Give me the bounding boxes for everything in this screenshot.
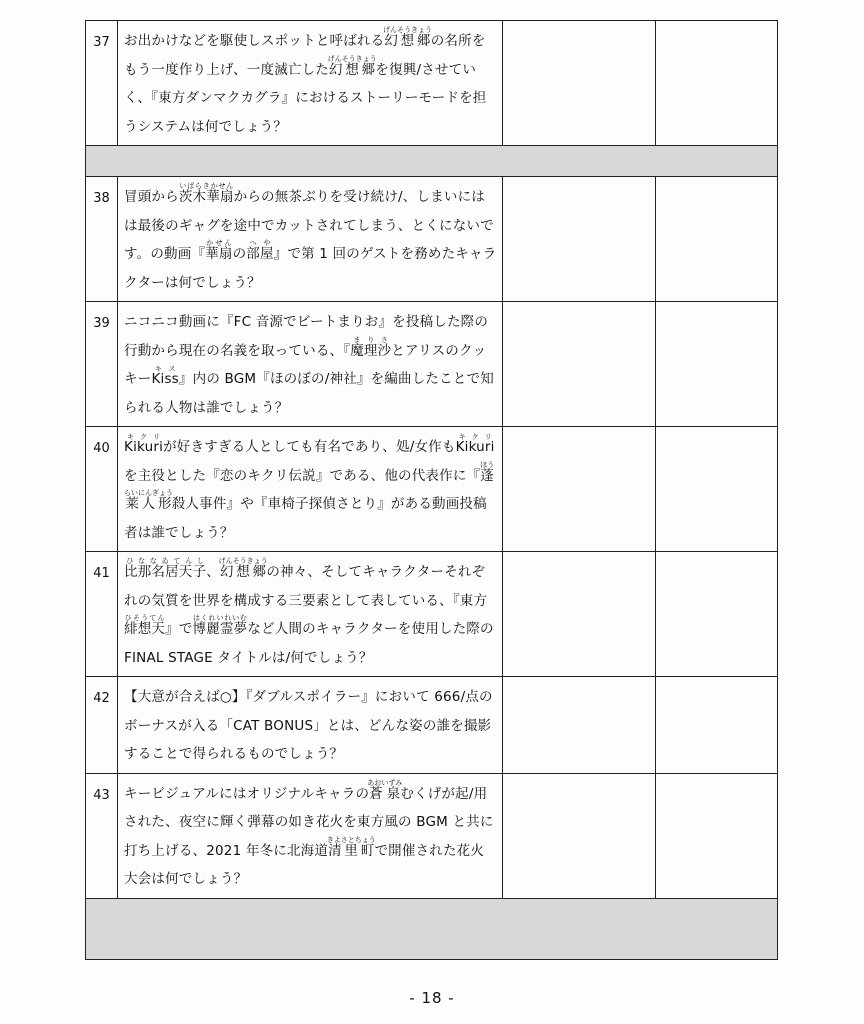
answer-cell[interactable] — [502, 177, 655, 302]
question-row — [86, 677, 778, 774]
check-cell[interactable] — [655, 552, 777, 677]
question-text: お出かけなどを駆使しスポットと呼ばれる幻想郷げんそうきょうの名所をもう一度作り上げ、一度滅亡した幻想郷げんそうきょうを復興/させていく、『東方ダンマクカグラ』におけるストーリーモードを担うシステムは何でしょう？ — [118, 21, 503, 146]
question-text: キービジュアルにはオリジナルキャラの蒼泉あおいずみむくげが起/用された、夜空に輝く弾幕の如き花火を東方風の BGM と共に打ち上げる、2021 年冬に北海道清里町きよさとちょうで開催された花火大会は何でしょう？ — [118, 773, 503, 898]
question-row — [86, 773, 778, 898]
furigana-term: 博麗霊夢はくれいれいむ — [192, 614, 248, 637]
question-text: Kikuriキクリが好きすぎる人としても有名であり、処/女作もKikuriキクリを主役とした『恋のキクリ伝説』である、他の代表作に『蓬莱人形ほうらいにんぎょう殺人事件』や『車椅子探偵さとり』がある動画投稿者は誰でしょう？ — [118, 427, 503, 552]
question-number: 42 — [86, 677, 118, 774]
question-row — [86, 552, 778, 677]
table-footer — [86, 898, 778, 959]
question-row — [86, 177, 778, 302]
furigana-term: 幻想郷げんそうきょう — [327, 54, 377, 78]
question-text: 冒頭から茨木華扇いばらきかせんからの無茶ぶりを受け続け/、しまいにはは最後のギャグを途中でカットされてしまう、とくにないです。の動画『華扇かせんの部屋へや』で第 1 回のゲストを務めたキャラクターは何でしょう？ — [118, 177, 503, 302]
question-row — [86, 21, 778, 146]
question-number: 39 — [86, 302, 118, 427]
question-text: 【大意が合えば○】『ダブルスポイラー』において 666/点のボーナスが入る「CAT BONUS」とは、どんな姿の誰を撮影することで得られるものでしょう？ — [118, 677, 503, 774]
furigana-term: 魔理沙まりさ — [350, 335, 392, 359]
answer-cell[interactable] — [502, 21, 655, 146]
question-table — [85, 20, 778, 960]
check-cell[interactable] — [655, 21, 777, 146]
check-cell[interactable] — [655, 427, 777, 552]
furigana-term: 幻想郷げんそうきょう — [218, 557, 268, 580]
question-number: 43 — [86, 773, 118, 898]
question-row — [86, 427, 778, 552]
furigana-term: 緋想天ひそうてん — [124, 614, 166, 637]
question-number: 40 — [86, 427, 118, 552]
furigana-term: 蓬莱人形ほうらいにんぎょう — [124, 460, 495, 512]
question-number: 41 — [86, 552, 118, 677]
check-cell[interactable] — [655, 177, 777, 302]
furigana-term: 部屋へや — [246, 239, 274, 262]
answer-cell[interactable] — [502, 552, 655, 677]
answer-cell[interactable] — [502, 302, 655, 427]
question-number: 37 — [86, 21, 118, 146]
answer-cell[interactable] — [502, 773, 655, 898]
question-text: 比那名居天子ひななゐてんし、幻想郷げんそうきょうの神々、そしてキャラクターそれぞれの気質を世界を構成する三要素として表している、『東方緋想天ひそうてん』で博麗霊夢はくれいれいむなど人間のキャラクターを使用した際の FINAL STAGE タイトルは/何でしょう？ — [118, 552, 503, 677]
furigana-term: 比那名居天子ひななゐてんし — [124, 557, 207, 580]
answer-cell[interactable] — [502, 677, 655, 774]
question-text: ニコニコ動画に『FC 音源でビートまりお』を投稿した際の行動から現在の名義を取っている、『魔理沙まりさとアリスのクッキーKissキス』内の BGM『ほのぼの/神社』を編曲したことで知られる人物は誰でしょう？ — [118, 302, 503, 427]
answer-cell[interactable] — [502, 427, 655, 552]
furigana-term: 蒼泉あおいずみ — [367, 778, 403, 802]
furigana-term: 幻想郷げんそうきょう — [383, 26, 433, 49]
furigana-term: Kissキス — [151, 365, 179, 387]
furigana-term: Kikuriキクリ — [124, 433, 164, 455]
check-cell[interactable] — [655, 773, 777, 898]
furigana-term: 清里町きよさとちょう — [326, 835, 376, 859]
section-divider — [86, 146, 778, 177]
check-cell[interactable] — [655, 677, 777, 774]
question-number: 38 — [86, 177, 118, 302]
page-number: - 18 - — [409, 989, 455, 1007]
furigana-term: 華扇かせん — [205, 239, 233, 262]
furigana-term: 茨木華扇いばらきかせん — [178, 182, 234, 205]
check-cell[interactable] — [655, 302, 777, 427]
question-row — [86, 302, 778, 427]
furigana-term: Kikuriキクリ — [455, 433, 495, 455]
